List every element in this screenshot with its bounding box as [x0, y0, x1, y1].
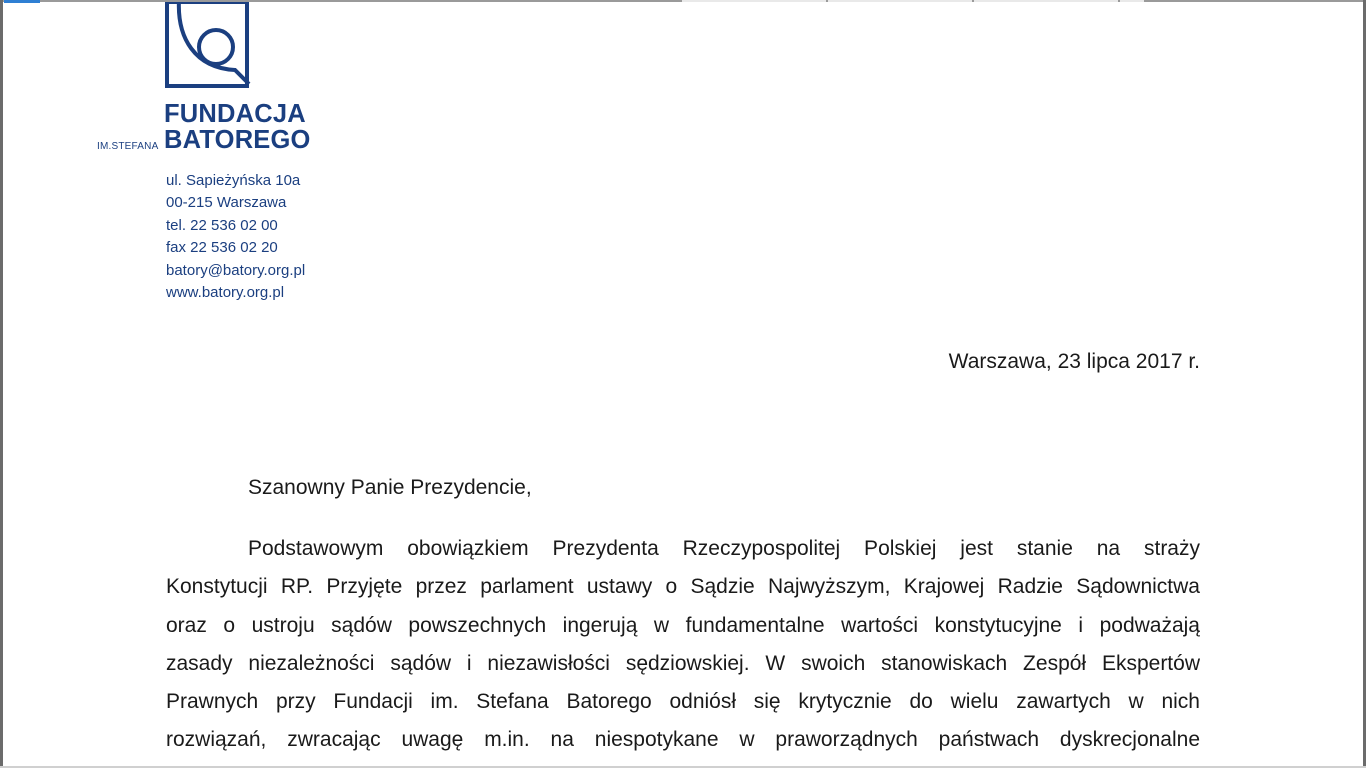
paragraph-line: oraz o ustroju sądów powszechnych ingerują w fundamentalne wartości konstytucyjne i podważają: [166, 613, 1200, 637]
foundation-name-line1: FUNDACJA: [164, 100, 306, 128]
paragraph-line: Podstawowym obowiązkiem Prezydenta Rzeczypospolitej Polskiej jest stanie na straży: [248, 537, 1200, 560]
fax-number: fax 22 536 02 20: [166, 239, 278, 257]
document-page: [3, 2, 1363, 768]
paragraph-line: Konstytucji RP. Przyjęte przez parlament ustawy o Sądzie Najwyższym, Krajowej Radzie Sądownictwa: [166, 575, 1200, 599]
letter-salutation: Szanowny Panie Prezydencie,: [248, 476, 532, 499]
letter-date: Warszawa, 23 lipca 2017 r.: [948, 350, 1200, 373]
foundation-name-prefix: IM.STEFANA: [97, 141, 159, 152]
foundation-logo-icon: [165, 2, 253, 90]
letter-paragraph: [166, 530, 1200, 760]
paragraph-line: Prawnych przy Fundacji im. Stefana Batorego odniósł się krytycznie do wielu zawartych w nich: [166, 690, 1200, 714]
email-address: batory@batory.org.pl: [166, 261, 306, 279]
paragraph-line: rozwiązań, zwracając uwagę m.in. na niespotykane w praworządnych państwach dyskrecjonalne: [166, 728, 1200, 752]
address-street: ul. Sapieżyńska 10a: [166, 172, 301, 189]
paragraph-line: zasady niezależności sądów i niezawisłości sędziowskiej. W swoich stanowiskach Zespół Ekspertów: [166, 651, 1200, 675]
foundation-name: [164, 101, 311, 153]
foundation-name-line2: BATOREGO: [164, 126, 311, 154]
phone-number: tel. 22 536 02 00: [166, 216, 278, 234]
website-address: www.batory.org.pl: [166, 284, 285, 302]
address-city: 00-215 Warszawa: [166, 194, 287, 212]
contact-block: [166, 170, 305, 304]
